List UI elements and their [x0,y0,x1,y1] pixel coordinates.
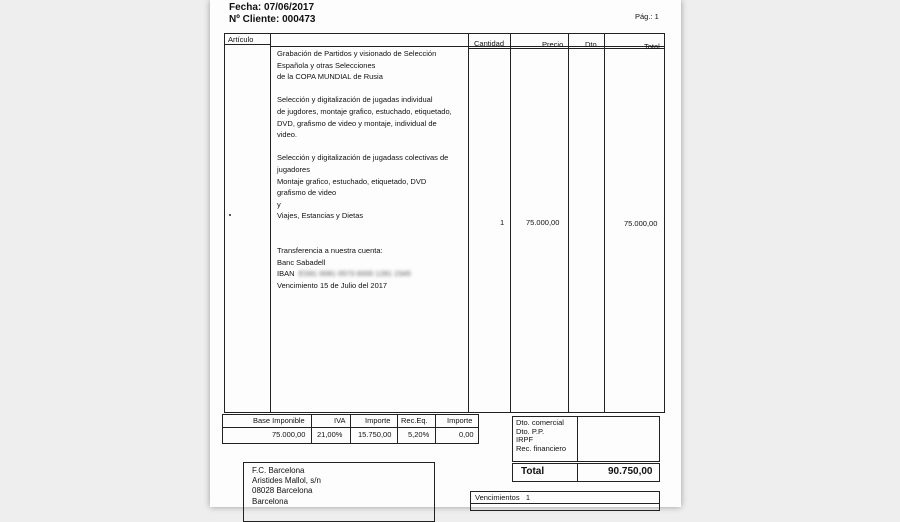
desc-line: grafismo de video [277,188,337,198]
iban-line: IBAN ES91 0081 0573 6000 1281 2345 [277,269,411,279]
desc-line: jugadores [277,164,310,174]
desc-line: de jugdores, montaje grafico, estuchado, etiquetado, [277,106,452,116]
page-number: Pág.: 1 [635,12,659,21]
total-value: 90.750,00 [608,466,653,477]
total-label: Total [521,466,545,477]
desc-line: Selección y digitalización de jugadass colectivas de [277,153,449,163]
client-number: Nº Cliente: 000473 [229,14,316,25]
item-description [277,48,452,291]
desc-line: Viajes, Estancias y Dietas [277,211,364,221]
rec-financiero: Rec. financiero [516,444,567,454]
item-cantidad: 1 [500,218,505,227]
desc-line: Grabación de Partidos y visionado de Selección [277,49,437,58]
vencimiento-line: Vencimiento 15 de Julio del 2017 [277,280,388,290]
dto-comercial: Dto. comercial [516,418,564,427]
tax-base-value: 75.000,00 [272,430,306,439]
col-precio: Precio [542,40,564,49]
tax-header-iva: IVA [334,416,346,425]
desc-line: Banc Sabadell [277,257,326,267]
col-dto: Dto. [585,40,599,49]
tax-header-importe: Importe [365,416,391,425]
invoice-page [210,0,681,507]
desc-line: Transferencia a nuestra cuenta: [277,246,383,256]
bullet-mark [229,214,231,216]
tax-importe-value: 15.750,00 [358,430,392,439]
client-address [252,466,321,507]
desc-line: Montaje grafico, estuchado, etiquetado, DVD [277,176,427,186]
irpf: IRPF [516,435,534,445]
tax-importe2-value: 0,00 [459,430,474,439]
tax-iva-value: 21,00% [317,430,343,439]
client-street: Aristides Mallol, s/n [252,476,321,486]
tax-header-importe2: Importe [447,416,473,425]
vencimientos [475,493,530,502]
tax-receq-value: 5,20% [408,430,430,439]
col-total: Total [644,42,660,51]
item-precio: 75.000,00 [526,218,560,227]
item-total: 75.000,00 [624,219,658,228]
invoice-date: Fecha: 07/06/2017 [229,2,315,13]
vencimientos-label: Vencimientos [475,493,520,502]
desc-line: y [277,199,281,209]
desc-line: video. [277,130,298,140]
client-city: 08028 Barcelona [252,486,313,496]
desc-line: Selección y digitalización de jugadas individual [277,95,433,105]
discounts-labels [516,419,566,454]
desc-line [277,83,452,95]
desc-line: DVD, grafismo de video y montaje, individual de [277,118,437,128]
dto-pp: Dto. P.P. [516,426,545,436]
desc-line [277,222,452,234]
col-cantidad: Cantidad [474,39,505,48]
client-region: Barcelona [252,496,289,506]
desc-line: de la COPA MUNDIAL de Rusia [277,72,383,82]
client-name: F.C. Barcelona [252,466,305,475]
col-articulo: Artículo [228,35,254,44]
tax-header-base: Base Imponible [253,416,305,425]
desc-line: Española y otras Selecciones [277,60,376,70]
desc-line [277,234,452,246]
vencimientos-count: 1 [525,493,531,502]
iban-value: ES91 0081 0573 6000 1281 2345 [298,269,411,279]
tax-header-receq: Rec.Eq. [401,416,428,425]
desc-line [277,141,452,153]
